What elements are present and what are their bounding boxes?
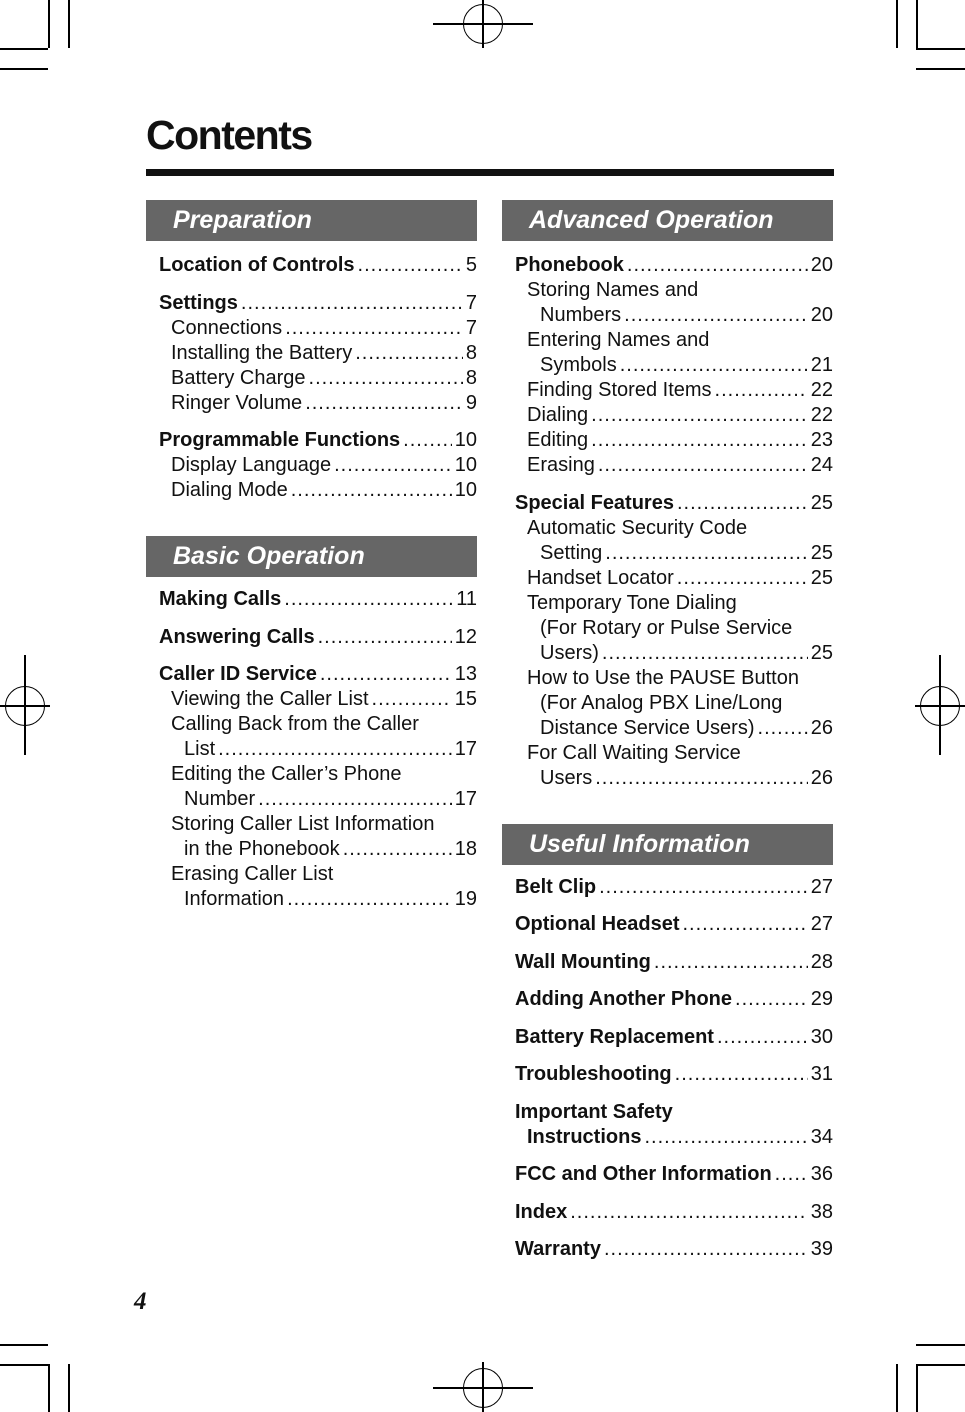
toc-entry-line: Storing Names and (527, 279, 699, 301)
left-column (146, 200, 477, 912)
toc-entry[interactable]: Battery Charge ..... 8 (159, 366, 477, 391)
section-basic-operation (146, 536, 477, 912)
toc-entry[interactable]: Wall Mounting ..... 28 (515, 950, 833, 975)
title-rule (146, 169, 834, 176)
toc-entry[interactable]: Answering Calls ..... 12 (159, 625, 477, 650)
toc-entry[interactable]: Editing ..... 23 (515, 428, 833, 453)
section-useful-information (502, 824, 833, 1263)
toc-entry[interactable]: Finding Stored Items ..... 22 (515, 378, 833, 403)
toc-entry[interactable]: Symbols ..... 21 (515, 353, 833, 378)
toc-entry[interactable]: Battery Replacement ..... 30 (515, 1025, 833, 1050)
toc-entry[interactable]: Caller ID Service ..... 13 (159, 662, 477, 687)
toc-entry-line: Entering Names and (527, 329, 710, 351)
toc-entry[interactable]: Number ..... 17 (159, 787, 477, 812)
toc-entry[interactable]: Users ..... 26 (515, 766, 833, 791)
toc-entry[interactable]: Making Calls ..... 11 (159, 587, 477, 612)
toc-entry[interactable]: Viewing the Caller List ..... 15 (159, 687, 477, 712)
toc-entry[interactable]: Adding Another Phone ..... 29 (515, 987, 833, 1012)
toc-entry[interactable]: Display Language ..... 10 (159, 453, 477, 478)
toc-entry[interactable]: Erasing ..... 24 (515, 453, 833, 478)
toc-entry-line: (For Rotary or Pulse Service (540, 616, 793, 639)
toc-entry-line: (For Analog PBX Line/Long (540, 691, 783, 714)
toc-entry-line: For Call Waiting Service (527, 741, 741, 764)
toc-entry[interactable]: Troubleshooting ..... 31 (515, 1062, 833, 1087)
toc-entry-line: Important Safety (515, 1100, 673, 1123)
toc-entry[interactable]: Distance Service Users) ..... 26 (515, 716, 833, 741)
toc-entry[interactable]: in the Phonebook ..... 18 (159, 837, 477, 862)
section-heading: Useful Information (502, 824, 833, 865)
toc-entry[interactable]: Dialing ..... 22 (515, 403, 833, 428)
page-number: 4 (134, 1288, 147, 1315)
toc-entry-line: How to Use the PAUSE Button (527, 666, 799, 689)
toc-entry[interactable]: Settings ..... 7 (159, 291, 477, 316)
toc-entry[interactable]: FCC and Other Information ..... 36 (515, 1162, 833, 1187)
toc-entry-line: Storing Caller List Information (171, 813, 435, 835)
toc-entry[interactable]: Instructions ..... 34 (515, 1125, 833, 1150)
section-heading: Advanced Operation (502, 200, 833, 241)
toc-entry[interactable]: Connections ..... 7 (159, 316, 477, 341)
toc-entry[interactable]: Users) ..... 25 (515, 641, 833, 666)
toc-entry[interactable]: Installing the Battery ..... 8 (159, 341, 477, 366)
section-heading: Preparation (146, 200, 477, 241)
toc-entry[interactable]: Setting ..... 25 (515, 541, 833, 566)
toc-entry[interactable]: Index ..... 38 (515, 1200, 833, 1225)
toc-entry[interactable]: Programmable Functions ..... 10 (159, 428, 477, 453)
toc-entry[interactable]: Location of Controls ..... 5 (159, 253, 477, 278)
toc-entry[interactable]: Phonebook ..... 20 (515, 253, 833, 278)
toc-entry[interactable]: Warranty ..... 39 (515, 1237, 833, 1262)
toc-entry[interactable]: Handset Locator ..... 25 (515, 566, 833, 591)
toc-entry[interactable]: Information ..... 19 (159, 887, 477, 912)
toc-entry[interactable]: Dialing Mode ..... 10 (159, 478, 477, 503)
section-advanced-operation (502, 200, 833, 791)
toc-entry-line: Erasing Caller List (171, 863, 334, 885)
toc-entry[interactable]: List ..... 17 (159, 737, 477, 762)
page-title: Contents (146, 112, 312, 158)
toc-entry-line: Editing the Caller’s Phone (171, 763, 402, 785)
section-heading: Basic Operation (146, 536, 477, 577)
toc-entry-line: Calling Back from the Caller (171, 713, 419, 735)
toc-entry[interactable]: Optional Headset ..... 27 (515, 912, 833, 937)
toc-entry[interactable]: Special Features ..... 25 (515, 491, 833, 516)
toc-entry[interactable]: Numbers ..... 20 (515, 303, 833, 328)
toc-entry-line: Automatic Security Code (527, 516, 748, 539)
toc-entry-line: Temporary Tone Dialing (527, 591, 737, 614)
toc-entry[interactable]: Ringer Volume ..... 9 (159, 391, 477, 416)
toc-entry[interactable]: Belt Clip ..... 27 (515, 875, 833, 900)
right-column (502, 200, 833, 1262)
section-preparation (146, 200, 477, 503)
